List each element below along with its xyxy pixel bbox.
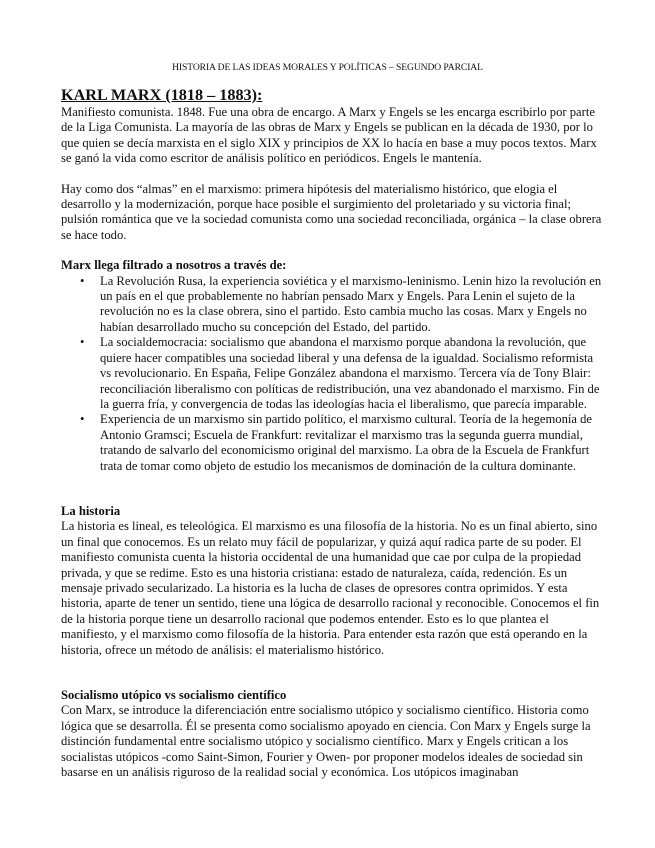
list-item: [61, 335, 603, 412]
bullet-icon: •: [80, 335, 85, 350]
filtrado-list: [61, 274, 603, 474]
paragraph-gap: [61, 167, 603, 182]
historia-paragraph: La historia es lineal, es teleológica. El marxismo es una filosofía de la historia. No es un final abierto, sino un final que conocemos. Es un relato muy fácil de popularizar, y quizá aquí radica parte de su poder. El manifiesto comunista cuenta la historia occidental de una humanidad que cae por culpa de la propiedad privada, y que se redime. Esto es una historia cristiana: estado de naturaleza, caída, redención. Es un mensaje privado secularizado. La historia es la lucha de clases de opresores contra oprimidos. Y esta historia, aparte de tener un sentido, tiene una lógica de desarrollo racional y reconocible. Conocemos el fin de la historia porque tiene un desarrollo racional que podemos entender. Esto es lo que plantea el manifiesto, y el marxismo como filosofía de la historia. Para entender esta razón que está operando en la historia, ofrece un método de análisis: el materialismo histórico.: [61, 519, 600, 657]
section-gap: [61, 658, 603, 688]
list-item-text: La Revolución Rusa, la experiencia soviética y el marxismo-leninismo. Lenin hizo la revolución en un país en el que probablemente no habrían pensado Marx y Engels. Para Lenin el sujeto de la revolución no es la clase obrera, sino el partido. Esto cambia mucho las cosas. Marx y Engels no habían desarrollado mucho su concepción del Estado, del partido.: [100, 273, 602, 334]
running-header: HISTORIA DE LAS IDEAS MORALES Y POLÍTICAS – SEGUNDO PARCIAL: [172, 62, 483, 73]
filtrado-heading: Marx llega filtrado a nosotros a través de:: [61, 258, 287, 273]
paragraph-gap: [61, 243, 603, 258]
list-item: [61, 274, 603, 336]
list-item-text: La socialdemocracia: socialismo que abandona el marxismo porque abandona la revolución, que quiere hacer compatibles una sociedad liberal y una defensa de la igualdad. Socialismo reformista vs revolucionario. En España, Felipe González abandona el marxismo. Tercera vía de Tony Blair: reconciliación liberalismo con políticas de redistribución, una vez abandonado el marxismo. Fin de la guerra fría, y convergencia de todas las ideologías hacia el liberalismo, que parecía imparable.: [100, 335, 600, 411]
socialismo-heading: Socialismo utópico vs socialismo científico: [61, 688, 287, 702]
document-title: KARL MARX (1818 – 1883):: [61, 86, 263, 104]
socialismo-paragraph: Con Marx, se introduce la diferenciación entre socialismo utópico y socialismo científico. Historia como lógica que se desarrolla. Él se presenta como socialismo apoyado en ciencia. Con Marx y Engels surge la distinción fundamental entre socialismo utópico y socialismo científico. Marx y Engels critican a los socialistas utópicos -como Saint-Simon, Fourier y Owen- por proponer modelos ideales de sociedad sin basarse en un análisis riguroso de la realidad social y económica. Los utópicos imaginaban: [61, 703, 591, 780]
document-body: [61, 86, 603, 780]
intro-paragraph: Manifiesto comunista. 1848. Fue una obra de encargo. A Marx y Engels se les encarga escribirlo por parte de la Liga Comunista. La mayoría de las obras de Marx y Engels se publican en la década de 1930, por lo que quien se decía marxista en el siglo XIX y principios de XX lo hacía en base a muy pocos textos. Marx se ganó la vida como escritor de análisis político en periódicos. Engels le mantenía.: [61, 105, 597, 166]
bullet-icon: •: [80, 412, 85, 427]
almas-paragraph: Hay como dos “almas” en el marxismo: primera hipótesis del materialismo histórico, que elogia el desarrollo y la modernización, porque hace posible el surgimiento del proletariado y su victoria final; pulsión romántica que ve la sociedad comunista como una sociedad reconciliada, orgánica – la clase obrera se hace todo.: [61, 181, 602, 242]
historia-heading: La historia: [61, 503, 121, 518]
list-item-text: Experiencia de un marxismo sin partido político, el marxismo cultural. Teoría de la hegemonía de Antonio Gramsci; Escuela de Frankfurt: revitalizar el marxismo tras la segunda guerra mundial, tratando de salvarlo del economicismo original del marxismo. La obra de la Escuela de Frankfurt trata de tomar como objeto de estudio los mecanismos de dominación de la cultura dominante.: [100, 412, 592, 473]
section-gap: [61, 474, 603, 504]
bullet-icon: •: [80, 273, 85, 288]
list-item: [61, 412, 603, 474]
